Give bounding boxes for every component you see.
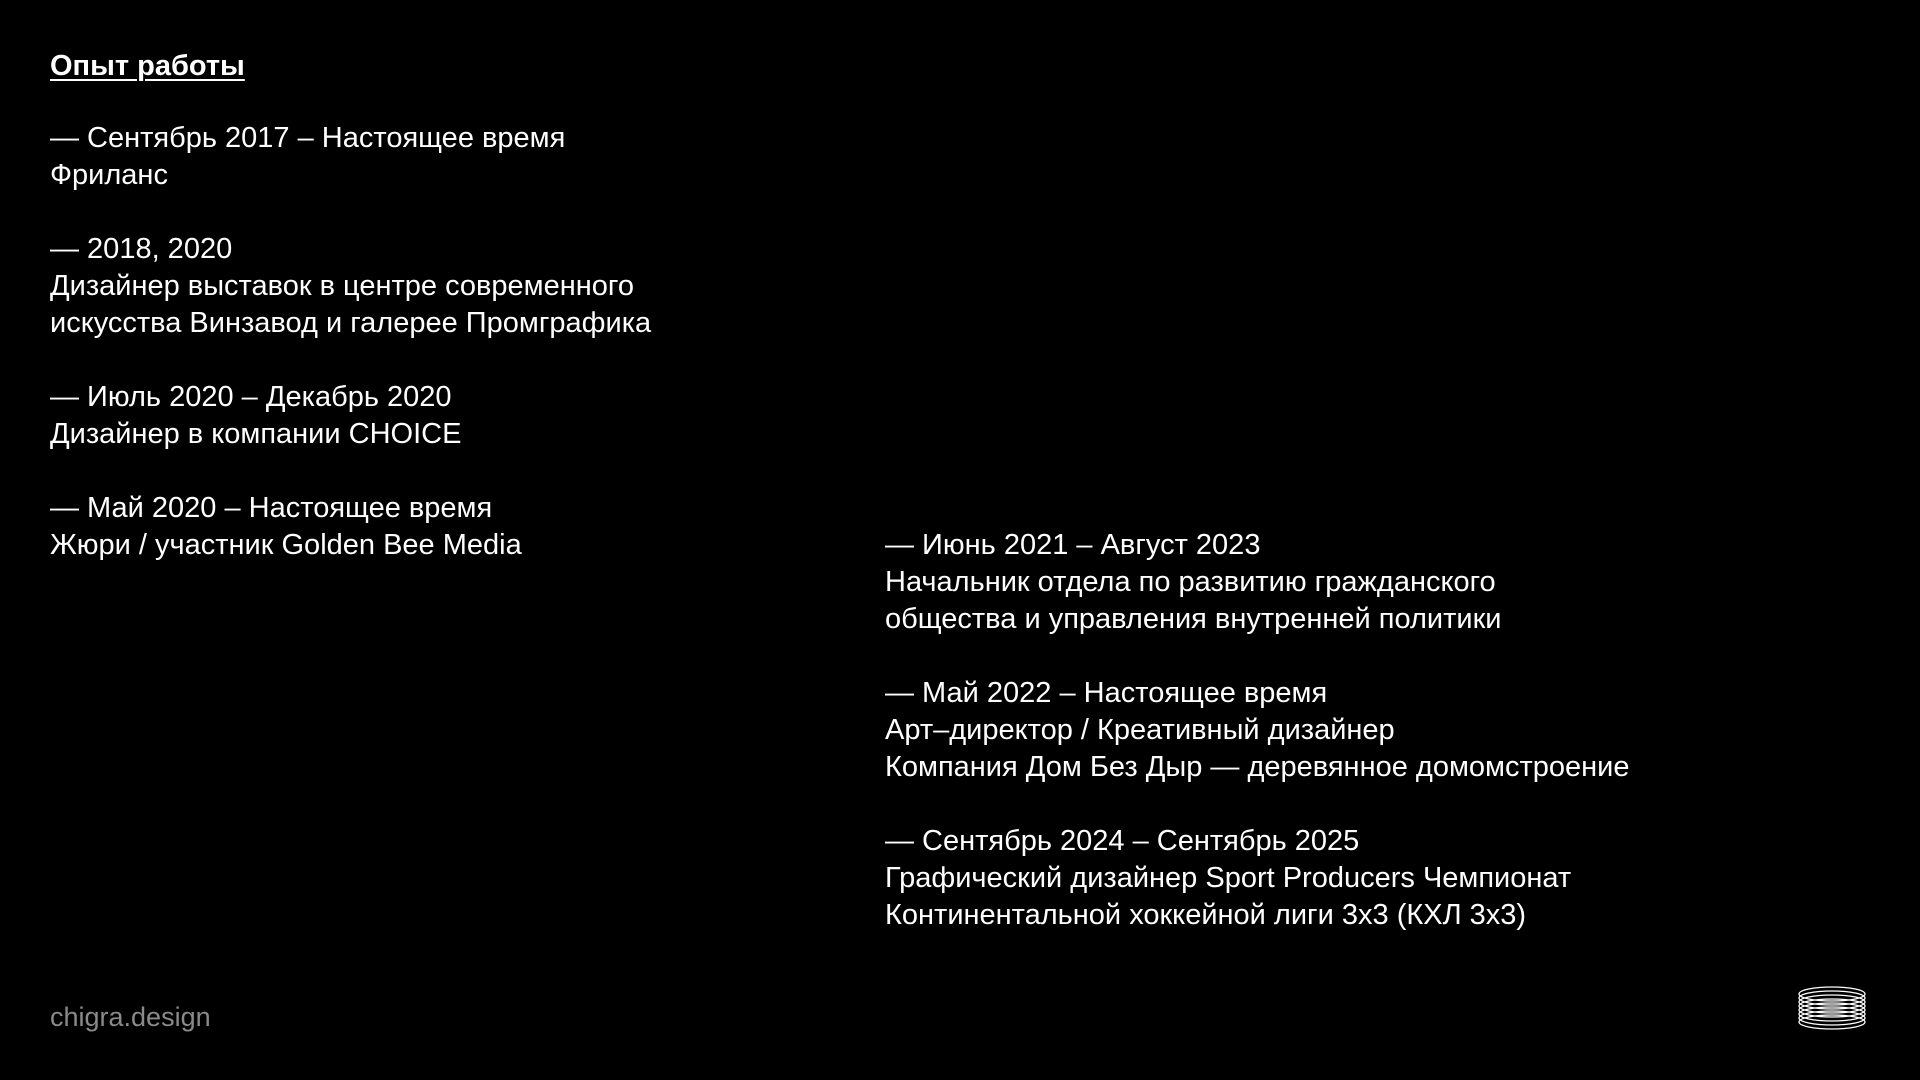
experience-entry — [50, 490, 651, 564]
experience-entry — [885, 675, 1629, 786]
site-url: chigra.design — [50, 1002, 211, 1032]
experience-column-right — [885, 527, 1629, 934]
experience-entry — [50, 231, 651, 342]
entry-description: Начальник отдела по развитию гражданского — [885, 566, 1496, 598]
entry-description: общества и управления внутренней политики — [885, 603, 1502, 635]
entry-period: — Май 2022 – Настоящее время — [885, 677, 1328, 709]
entry-description: Дизайнер в компании CHOICE — [50, 418, 462, 450]
entry-description: Жюри / участник Golden Bee Media — [50, 529, 522, 561]
stacked-rings-logo-icon — [1796, 984, 1868, 1034]
entry-description: Континентальной хоккейной лиги 3х3 (КХЛ 3х3) — [885, 899, 1527, 931]
entry-description: Фриланс — [50, 159, 168, 191]
experience-column-left — [50, 120, 651, 564]
experience-entry — [885, 527, 1629, 638]
experience-entry — [50, 379, 651, 453]
entry-description: Дизайнер выставок в центре современного — [50, 270, 634, 302]
entry-period: — Июнь 2021 – Август 2023 — [885, 529, 1261, 561]
entry-period: — 2018, 2020 — [50, 233, 233, 265]
entry-description: Графический дизайнер Sport Producers Чемпионат — [885, 862, 1572, 894]
entry-period: — Сентябрь 2017 – Настоящее время — [50, 122, 566, 154]
entry-description: Арт–директор / Креативный дизайнер — [885, 714, 1395, 746]
entry-period: — Июль 2020 – Декабрь 2020 — [50, 381, 452, 413]
entry-period: — Сентябрь 2024 – Сентябрь 2025 — [885, 825, 1360, 857]
entry-description: Компания Дом Без Дыр — деревянное домомстроение — [885, 751, 1630, 783]
experience-entry — [885, 823, 1629, 934]
entry-description: искусства Винзавод и галерее Промграфика — [50, 307, 652, 339]
section-heading: Опыт работы — [50, 50, 245, 82]
experience-entry — [50, 120, 651, 194]
entry-period: — Май 2020 – Настоящее время — [50, 492, 493, 524]
